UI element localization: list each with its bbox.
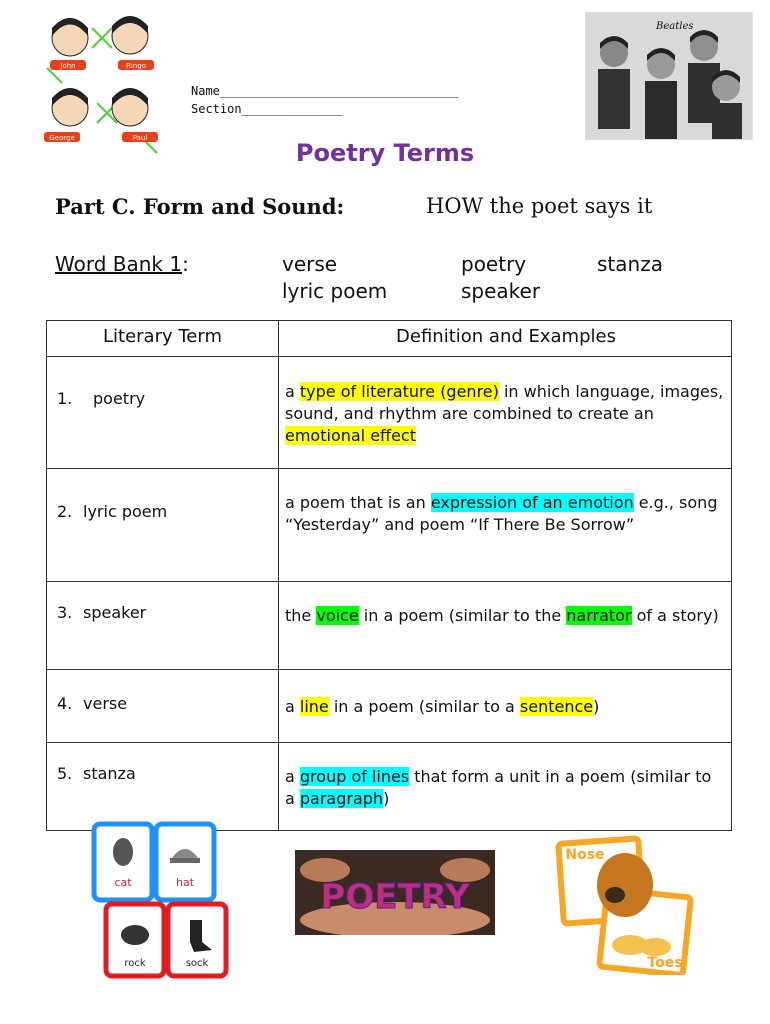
definition-text: ) xyxy=(593,697,600,716)
definition-cell xyxy=(285,605,725,627)
cartoon-label: Paul xyxy=(132,134,148,142)
rhyme-puzzle-cards-image xyxy=(90,820,230,980)
highlighted-text: emotional effect xyxy=(285,426,416,445)
part-heading: Part C. Form and Sound: xyxy=(55,194,345,219)
terms-table xyxy=(46,320,732,831)
row-divider xyxy=(47,468,731,469)
cartoon-label: Ringo xyxy=(126,62,146,70)
definition-text: in a poem (similar to the xyxy=(358,606,567,625)
name-field-line: Name_________________________________ xyxy=(191,84,459,98)
photo-signature: Beatles xyxy=(656,21,694,32)
term-name: verse xyxy=(83,694,128,713)
word-bank-item: verse xyxy=(282,252,338,276)
definition-text: a xyxy=(285,697,300,716)
highlighted-text: expression of an emotion xyxy=(430,493,634,512)
definition-text: a xyxy=(285,767,300,786)
page-title: Poetry Terms xyxy=(295,139,475,167)
word-bank-label xyxy=(55,252,189,276)
highlighted-text: type of literature (genre) xyxy=(299,382,499,401)
word-bank-colon: : xyxy=(182,252,189,276)
highlighted-text: group of lines xyxy=(299,767,410,786)
row-divider xyxy=(47,356,731,357)
term-name: speaker xyxy=(83,603,147,622)
definition-text: that form a unit in a poem (similar to a xyxy=(285,767,712,808)
word-bank-title: Word Bank 1 xyxy=(55,252,183,276)
poetry-banner-image xyxy=(295,850,495,935)
banner-text: POETRY xyxy=(320,877,470,917)
term-cell xyxy=(57,502,167,521)
word-bank-item: poetry xyxy=(461,252,527,276)
definition-cell xyxy=(285,381,725,447)
puzzle-word: rock xyxy=(124,958,146,969)
puzzle-word: cat xyxy=(114,876,132,889)
section-field-line: Section______________ xyxy=(191,102,343,116)
highlighted-text: paragraph xyxy=(299,789,384,808)
row-divider xyxy=(47,742,731,743)
term-cell xyxy=(57,764,136,783)
column-header-definition: Definition and Examples xyxy=(396,326,616,347)
row-divider xyxy=(47,581,731,582)
definition-text: a xyxy=(285,382,300,401)
term-number: 2. xyxy=(57,502,73,521)
cartoon-label: George xyxy=(49,134,75,142)
term-name: poetry xyxy=(93,389,146,408)
definition-text: a poem that is an xyxy=(285,493,431,512)
puzzle-word: hat xyxy=(175,876,195,889)
definition-text: e.g., song “Yesterday” and poem “If There Be Sorrow” xyxy=(285,493,718,534)
beatles-cartoon-image xyxy=(42,8,162,158)
term-name: lyric poem xyxy=(83,502,168,521)
rhyme-word: Toes xyxy=(647,955,683,971)
definition-text: in a poem (similar to a xyxy=(328,697,520,716)
highlighted-text: narrator xyxy=(566,606,632,625)
puzzle-word: sock xyxy=(185,958,209,969)
word-bank-item: speaker xyxy=(461,279,541,303)
term-cell xyxy=(57,603,146,622)
definition-text: the xyxy=(285,606,317,625)
term-number: 5. xyxy=(57,764,73,783)
word-bank-item: stanza xyxy=(597,252,663,276)
definition-text: ) xyxy=(383,789,390,808)
definition-cell xyxy=(285,492,725,536)
term-cell xyxy=(57,694,127,713)
word-bank-item: lyric poem xyxy=(282,279,388,303)
term-number: 4. xyxy=(57,694,73,713)
term-number: 3. xyxy=(57,603,73,622)
row-divider xyxy=(47,669,731,670)
rhyme-nose-toes-image xyxy=(555,835,695,975)
definition-cell xyxy=(285,766,725,810)
highlighted-text: line xyxy=(299,697,329,716)
highlighted-text: sentence xyxy=(519,697,594,716)
beatles-photo-image xyxy=(585,12,753,140)
term-number: 1. xyxy=(57,389,73,408)
rhyme-word: Nose xyxy=(565,847,605,863)
column-divider xyxy=(278,321,279,830)
cartoon-label: John xyxy=(60,62,76,70)
column-header-term: Literary Term xyxy=(103,326,222,347)
definition-cell xyxy=(285,696,725,718)
definition-text: of a story) xyxy=(631,606,719,625)
highlighted-text: voice xyxy=(316,606,359,625)
term-cell xyxy=(57,389,145,408)
term-name: stanza xyxy=(83,764,136,783)
definition-text: in which language, images, sound, and rhythm are combined to create an xyxy=(285,382,724,423)
part-subheading: HOW the poet says it xyxy=(426,194,653,218)
